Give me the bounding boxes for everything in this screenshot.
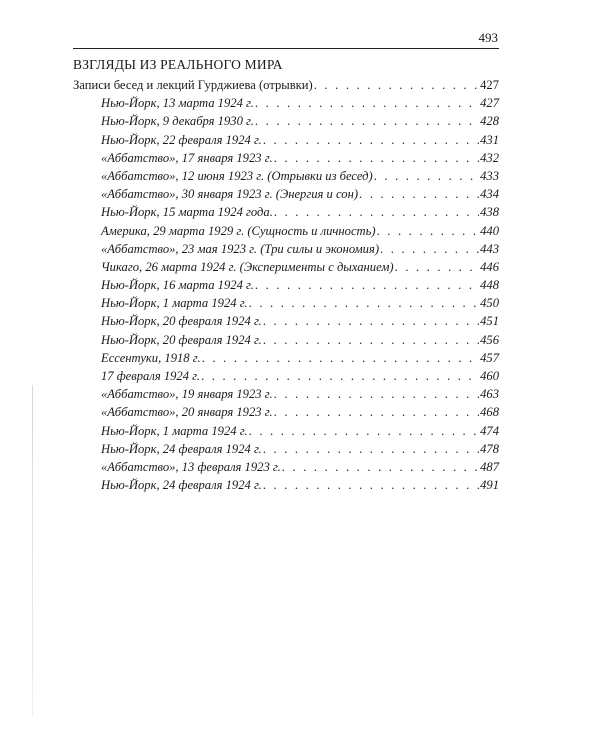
toc-entry bbox=[73, 167, 499, 185]
toc-entry-page: 446 bbox=[480, 259, 499, 274]
toc-entry-page: 457 bbox=[480, 350, 499, 365]
toc-entry-page: 428 bbox=[480, 114, 499, 129]
toc-entry-title: Нью-Йорк, 15 марта 1924 года. bbox=[101, 205, 273, 220]
toc-entry bbox=[73, 458, 499, 476]
toc-entry-page: 432 bbox=[480, 150, 499, 165]
dot-leader bbox=[274, 385, 479, 403]
dot-leader bbox=[274, 149, 479, 167]
toc-entry-page: 450 bbox=[480, 296, 499, 311]
toc-entry bbox=[73, 112, 499, 130]
toc-entry bbox=[73, 476, 499, 494]
toc-entry-page: 431 bbox=[480, 132, 499, 147]
table-of-contents bbox=[73, 76, 499, 494]
toc-entry-page: 427 bbox=[480, 78, 499, 92]
dot-leader bbox=[274, 203, 479, 221]
toc-entry-title: Нью-Йорк, 22 февраля 1924 г. bbox=[101, 132, 262, 147]
dot-leader bbox=[395, 258, 479, 276]
toc-entry-title: Нью-Йорк, 9 декабря 1930 г. bbox=[101, 114, 254, 129]
dot-leader bbox=[359, 185, 479, 203]
toc-entry-page: 478 bbox=[480, 441, 499, 456]
dot-leader bbox=[263, 312, 479, 330]
toc-entry bbox=[73, 294, 499, 312]
toc-entry-page: 427 bbox=[480, 96, 499, 111]
toc-entry-title: Нью-Йорк, 20 февраля 1924 г. bbox=[101, 332, 262, 347]
toc-entry-page: 451 bbox=[480, 314, 499, 329]
dot-leader bbox=[249, 294, 479, 312]
toc-entry-title: Америка, 29 марта 1929 г. (Сущность и личность) bbox=[101, 223, 376, 238]
section-title: ВЗГЛЯДЫ ИЗ РЕАЛЬНОГО МИРА bbox=[73, 57, 283, 72]
toc-entry-title: «Аббатство», 19 января 1923 г. bbox=[101, 387, 273, 402]
toc-entry-title: Нью-Йорк, 16 марта 1924 г. bbox=[101, 278, 254, 293]
dot-leader bbox=[255, 94, 479, 112]
toc-entry-title: «Аббатство», 30 января 1923 г. (Энергия и сон) bbox=[101, 187, 359, 202]
dot-leader bbox=[314, 76, 479, 94]
toc-entry bbox=[73, 94, 499, 112]
toc-entry bbox=[73, 331, 499, 349]
toc-entry-page: 491 bbox=[480, 478, 499, 493]
toc-entry bbox=[73, 258, 499, 276]
toc-entry bbox=[73, 440, 499, 458]
dot-leader bbox=[263, 131, 479, 149]
toc-entry bbox=[73, 349, 499, 367]
toc-entry-title: Нью-Йорк, 1 марта 1924 г. bbox=[101, 296, 248, 311]
toc-entry-page: 443 bbox=[480, 241, 499, 256]
dot-leader bbox=[377, 222, 480, 240]
toc-entry-title: Чикаго, 26 марта 1924 г. (Эксперименты с дыханием) bbox=[101, 259, 394, 274]
dot-leader bbox=[380, 240, 479, 258]
header-rule bbox=[73, 48, 499, 49]
toc-entry-page: 460 bbox=[480, 369, 499, 383]
dot-leader bbox=[282, 458, 479, 476]
toc-entry-page: 468 bbox=[480, 405, 499, 420]
toc-entry bbox=[73, 422, 499, 440]
dot-leader bbox=[274, 403, 479, 421]
toc-entry-title: «Аббатство», 12 июня 1923 г. (Отрывки из бесед) bbox=[101, 168, 373, 183]
toc-entry-title: Нью-Йорк, 24 февраля 1924 г. bbox=[101, 441, 262, 456]
toc-entry bbox=[73, 367, 499, 385]
dot-leader bbox=[255, 276, 479, 294]
toc-entry-page: 487 bbox=[480, 459, 499, 474]
dot-leader bbox=[249, 422, 479, 440]
dot-leader bbox=[263, 440, 479, 458]
toc-entry bbox=[73, 76, 499, 94]
toc-entry-title: Нью-Йорк, 20 февраля 1924 г. bbox=[101, 314, 262, 329]
toc-entry-page: 434 bbox=[480, 187, 499, 202]
toc-entry-title: «Аббатство», 23 мая 1923 г. (Три силы и экономия) bbox=[101, 241, 380, 256]
toc-entry-title: «Аббатство», 13 февраля 1923 г. bbox=[101, 459, 281, 474]
dot-leader bbox=[374, 167, 479, 185]
toc-entry-title: Записи бесед и лекций Гурджиева (отрывки) bbox=[73, 78, 313, 92]
page-number: 493 bbox=[478, 30, 498, 45]
toc-entry bbox=[73, 131, 499, 149]
toc-entry bbox=[73, 240, 499, 258]
dot-leader bbox=[263, 476, 479, 494]
toc-entry-page: 433 bbox=[480, 168, 499, 183]
toc-entry bbox=[73, 276, 499, 294]
toc-entry-page: 438 bbox=[480, 205, 499, 220]
toc-entry-page: 448 bbox=[480, 278, 499, 293]
toc-entry-page: 474 bbox=[480, 423, 499, 438]
dot-leader bbox=[263, 331, 479, 349]
toc-entry bbox=[73, 312, 499, 330]
toc-entry-page: 456 bbox=[480, 332, 499, 347]
toc-entry bbox=[73, 149, 499, 167]
toc-entry-title: Нью-Йорк, 24 февраля 1924 г. bbox=[101, 478, 262, 493]
toc-entry bbox=[73, 403, 499, 421]
dot-leader bbox=[255, 112, 479, 130]
toc-entry bbox=[73, 185, 499, 203]
toc-entry-title: Нью-Йорк, 13 марта 1924 г. bbox=[101, 96, 254, 111]
toc-entry-title: Ессентуки, 1918 г. bbox=[101, 350, 201, 365]
toc-entry-page: 440 bbox=[480, 223, 499, 238]
toc-entry bbox=[73, 385, 499, 403]
toc-entry bbox=[73, 222, 499, 240]
toc-entry-page: 463 bbox=[480, 387, 499, 402]
dot-leader bbox=[202, 349, 479, 367]
scan-edge-mark bbox=[32, 385, 33, 715]
toc-entry-title: «Аббатство», 20 января 1923 г. bbox=[101, 405, 273, 420]
toc-entry-title: Нью-Йорк, 1 марта 1924 г. bbox=[101, 423, 248, 438]
dot-leader bbox=[201, 367, 479, 385]
toc-entry-title: 17 февраля 1924 г. bbox=[101, 369, 201, 383]
toc-entry-title: «Аббатство», 17 января 1923 г. bbox=[101, 150, 273, 165]
toc-entry bbox=[73, 203, 499, 221]
